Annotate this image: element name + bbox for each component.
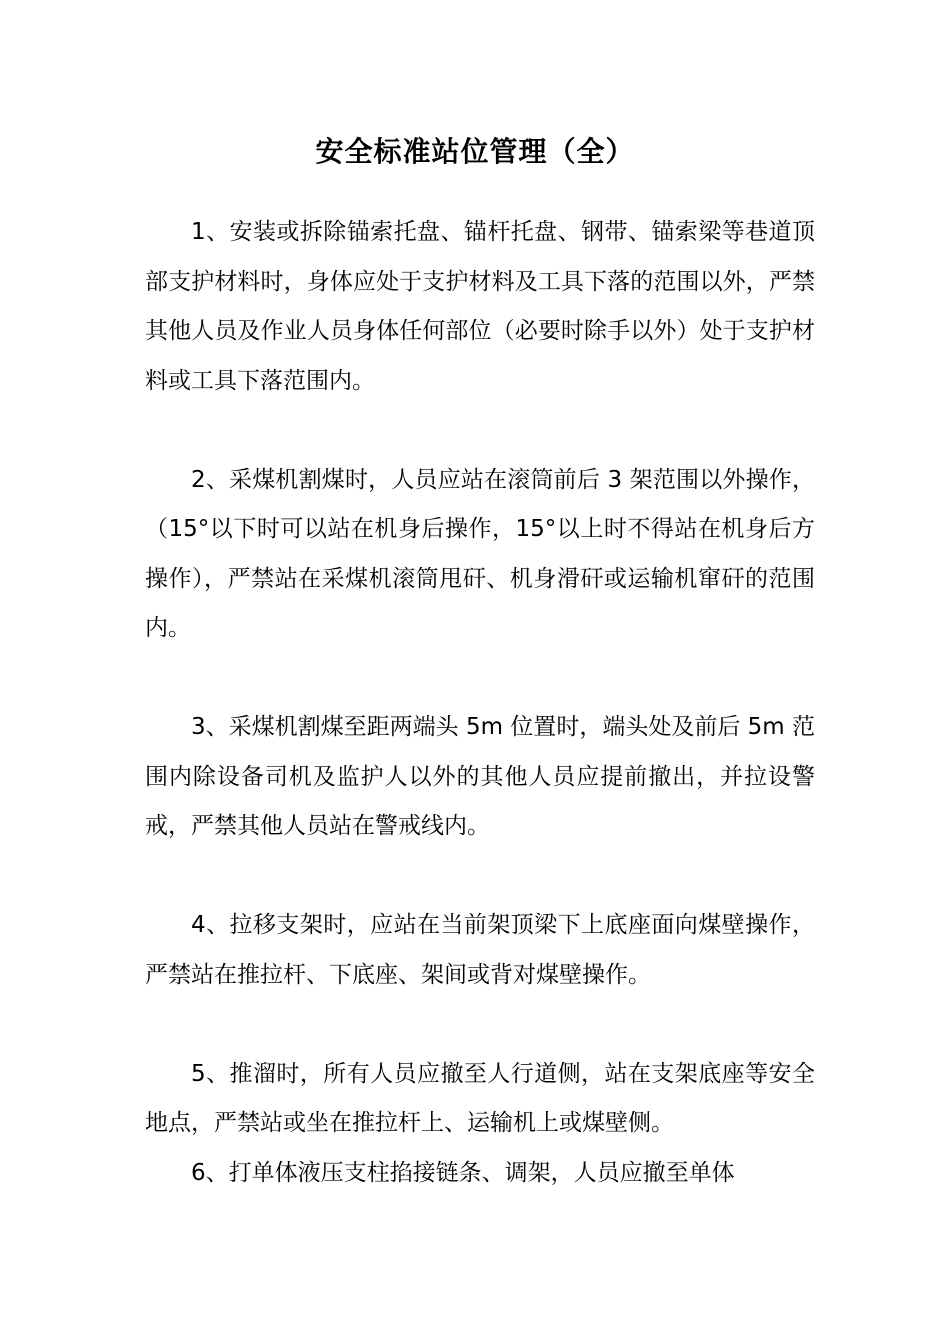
- document-title: 安全标准站位管理（全）: [315, 135, 635, 168]
- paragraph-3: 3、采煤机割煤至距两端头 5m 位置时，端头处及前后 5m 范围内除设备司机及监护人以外的其他人员应提前撤出，并拉设警戒，严禁其他人员站在警戒线内。: [145, 714, 815, 839]
- paragraph-1: 1、安装或拆除锚索托盘、锚杆托盘、钢带、锚索梁等巷道顶部支护材料时，身体应处于支护材料及工具下落的范围以外，严禁其他人员及作业人员身体任何部位（必要时除手以外）处于支护材料或工具下落范围内。: [145, 219, 815, 394]
- paragraph-4: 4、拉移支架时，应站在当前架顶梁下上底座面向煤壁操作，严禁站在推拉杆、下底座、架间或背对煤壁操作。: [145, 912, 815, 988]
- document-body: [145, 208, 815, 1198]
- paragraph-2: 2、采煤机割煤时，人员应站在滚筒前后 3 架范围以外操作，（15°以下时可以站在机身后操作，15°以上时不得站在机身后方操作），严禁站在采煤机滚筒甩矸、机身滑矸或运输机窜矸的范围内。: [145, 466, 815, 641]
- paragraph-6: 6、打单体液压支柱掐接链条、调架，人员应撤至单体: [191, 1159, 735, 1186]
- paragraph-5: 5、推溜时，所有人员应撤至人行道侧，站在支架底座等安全地点，严禁站或坐在推拉杆上、运输机上或煤壁侧。: [145, 1060, 815, 1136]
